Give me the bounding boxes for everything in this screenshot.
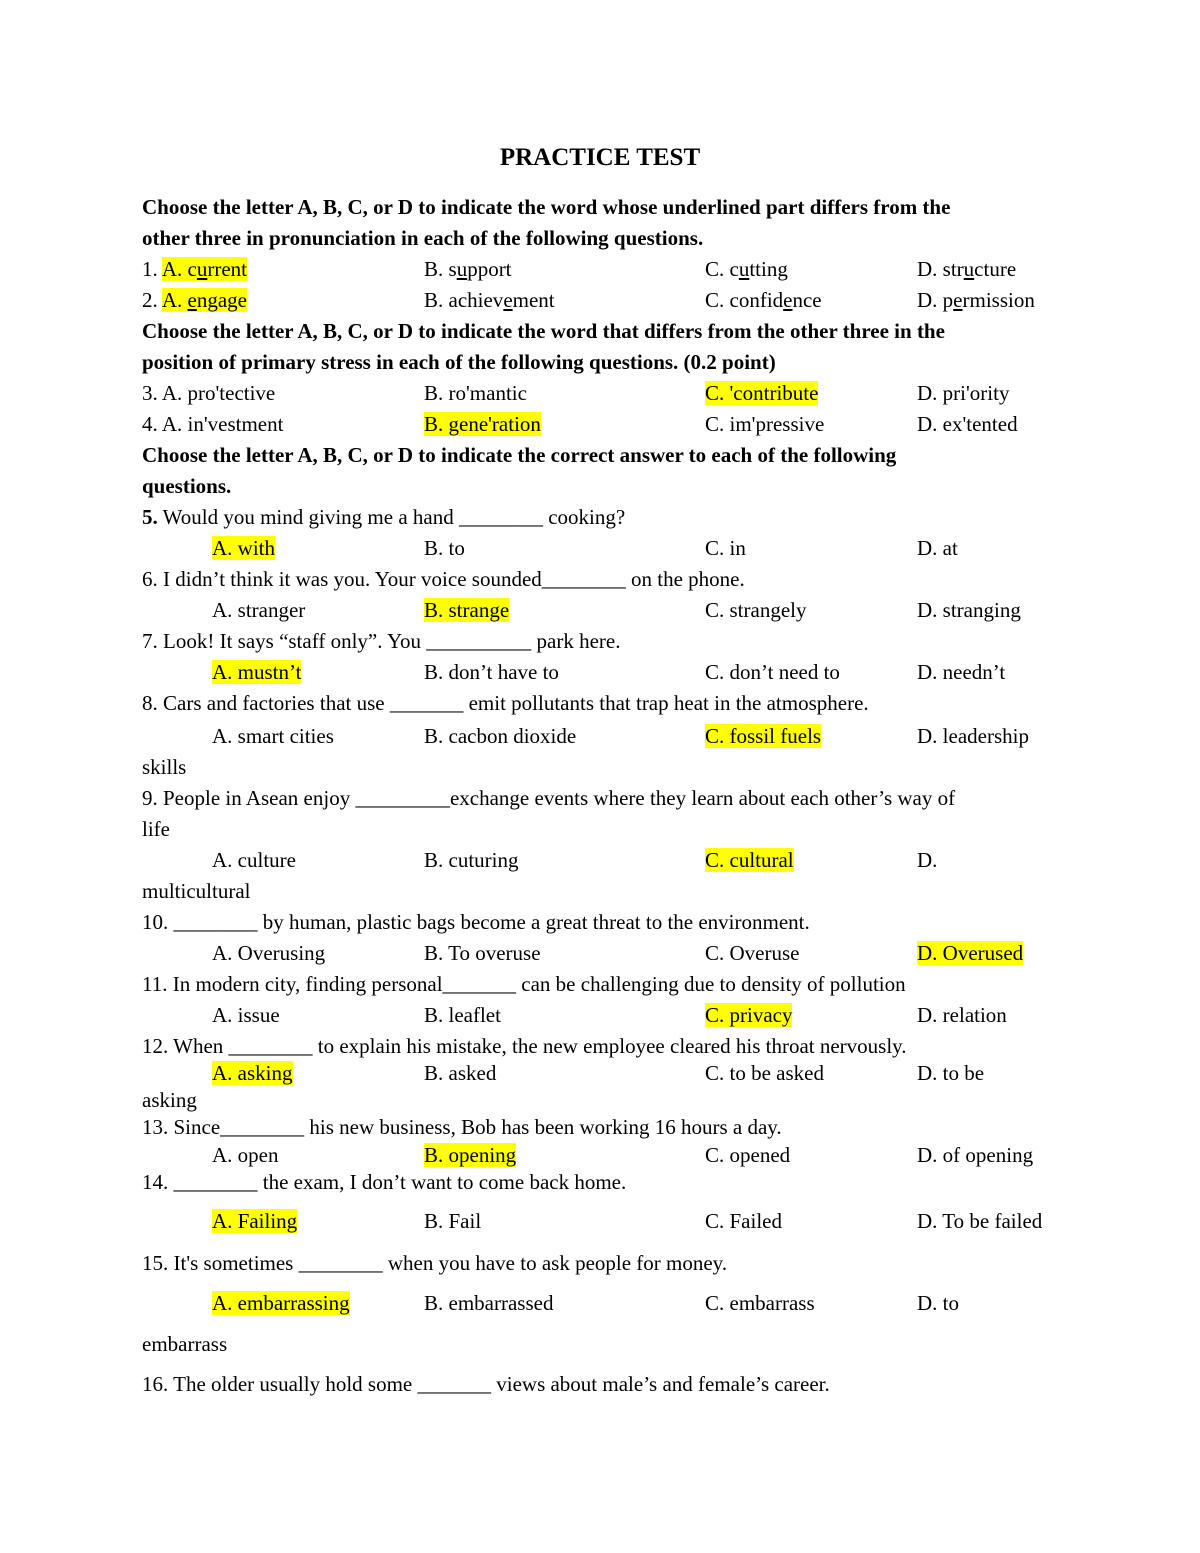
q12-option-d-wrap: asking bbox=[142, 1088, 197, 1112]
q14-option-d: D. To be failed bbox=[917, 1209, 1043, 1233]
q1-option-d bbox=[917, 255, 1016, 283]
q6-question: 6. I didn’t think it was you. Your voice sounded________ on the phone. bbox=[142, 567, 745, 591]
q1-number: 1. bbox=[142, 257, 162, 281]
q8-option-c bbox=[705, 722, 821, 750]
q15-option-b: B. embarrassed bbox=[424, 1291, 554, 1315]
q1-option-c bbox=[705, 255, 788, 283]
q7-option-d: D. needn’t bbox=[917, 660, 1006, 684]
q3-option-b: B. ro'mantic bbox=[424, 381, 527, 405]
instruction-answer-line2: questions. bbox=[142, 474, 232, 498]
instruction-pronunciation-line1: Choose the letter A, B, C, or D to indicate the word whose underlined part differs from the bbox=[142, 195, 951, 219]
instruction-pronunciation-line2: other three in pronunciation in each of the following questions. bbox=[142, 226, 704, 250]
q10-option-b: B. To overuse bbox=[424, 941, 541, 965]
q1-d-underlined: u bbox=[963, 257, 975, 281]
q2-a-underlined: e bbox=[187, 288, 197, 312]
q2-c-prefix: C. confid bbox=[705, 288, 784, 312]
q14-option-c: C. Failed bbox=[705, 1209, 782, 1233]
instruction-answer-line1: Choose the letter A, B, C, or D to indicate the correct answer to each of the following bbox=[142, 443, 897, 467]
q14-answer-highlight: A. Failing bbox=[212, 1209, 298, 1233]
q7-option-b: B. don’t have to bbox=[424, 660, 559, 684]
q4-option-b bbox=[424, 410, 541, 438]
q1-c-suffix: tting bbox=[749, 257, 788, 281]
q12-answer-highlight: A. asking bbox=[212, 1061, 293, 1085]
q11-option-a: A. issue bbox=[212, 1003, 280, 1027]
q12-option-c: C. to be asked bbox=[705, 1061, 824, 1085]
q10-option-d bbox=[917, 939, 1023, 967]
q2-d-underlined: e bbox=[953, 288, 963, 312]
q9-option-b: B. cuturing bbox=[424, 848, 519, 872]
q8-option-d: D. leadership bbox=[917, 724, 1029, 748]
q6-option-b bbox=[424, 596, 509, 624]
q9-question-wrap: life bbox=[142, 817, 170, 841]
q3-number: 3. bbox=[142, 381, 162, 405]
q1-option-b bbox=[424, 255, 512, 283]
q10-option-a: A. Overusing bbox=[212, 941, 326, 965]
q13-option-a: A. open bbox=[212, 1143, 279, 1167]
q14-option-a bbox=[212, 1207, 297, 1235]
q9-option-d: D. bbox=[917, 848, 938, 872]
q7-option-a bbox=[212, 658, 301, 686]
instruction-stress-line2: position of primary stress in each of the following questions. (0.2 point) bbox=[142, 350, 776, 374]
q2-option-b bbox=[424, 286, 555, 314]
q15-question: 15. It's sometimes ________ when you have to ask people for money. bbox=[142, 1251, 728, 1275]
q5-option-c: C. in bbox=[705, 536, 746, 560]
q1-answer-highlight bbox=[162, 257, 247, 281]
q1-a-prefix: A. c bbox=[161, 257, 197, 281]
q12-question: 12. When ________ to explain his mistake, the new employee cleared his throat nervously. bbox=[142, 1034, 907, 1058]
q6-answer-highlight: B. strange bbox=[424, 598, 510, 622]
q10-option-c: C. Overuse bbox=[705, 941, 800, 965]
q1-b-underlined: u bbox=[456, 257, 468, 281]
q10-question: 10. ________ by human, plastic bags become a great threat to the environment. bbox=[142, 910, 810, 934]
q6-option-c: C. strangely bbox=[705, 598, 807, 622]
q5-option-d: D. at bbox=[917, 536, 958, 560]
q15-option-d-wrap: embarrass bbox=[142, 1332, 228, 1356]
q2-a-suffix: ngage bbox=[196, 288, 247, 312]
q1-c-prefix: C. c bbox=[705, 257, 739, 281]
q11-answer-highlight: C. privacy bbox=[705, 1003, 793, 1027]
q12-option-b: B. asked bbox=[424, 1061, 497, 1085]
q2-d-suffix: rmission bbox=[962, 288, 1035, 312]
q9-option-c bbox=[705, 846, 794, 874]
q11-option-b: B. leaflet bbox=[424, 1003, 501, 1027]
q4-number: 4. bbox=[142, 412, 162, 436]
q14-question: 14. ________ the exam, I don’t want to come back home. bbox=[142, 1170, 627, 1194]
q5-option-a bbox=[212, 534, 275, 562]
q2-b-suffix: ment bbox=[512, 288, 555, 312]
q1-c-underlined: u bbox=[738, 257, 750, 281]
q15-option-a bbox=[212, 1289, 350, 1317]
q11-option-d: D. relation bbox=[917, 1003, 1007, 1027]
q2-b-underlined: e bbox=[503, 288, 513, 312]
q9-question: 9. People in Asean enjoy _________exchange events where they learn about each other’s way of bbox=[142, 786, 956, 810]
q15-option-d: D. to bbox=[917, 1291, 959, 1315]
q3-option-a bbox=[142, 379, 275, 407]
page-title: PRACTICE TEST bbox=[499, 144, 701, 171]
q2-c-underlined: e bbox=[783, 288, 793, 312]
q3-answer-highlight: C. 'contribute bbox=[705, 381, 819, 405]
q11-option-c bbox=[705, 1001, 792, 1029]
q13-answer-highlight: B. opening bbox=[424, 1143, 517, 1167]
q7-option-c: C. don’t need to bbox=[705, 660, 840, 684]
q13-option-b bbox=[424, 1141, 516, 1169]
q8-option-a: A. smart cities bbox=[212, 724, 334, 748]
q7-question: 7. Look! It says “staff only”. You __________ park here. bbox=[142, 629, 621, 653]
q2-option-a bbox=[142, 286, 247, 314]
q15-option-c: C. embarrass bbox=[705, 1291, 815, 1315]
q9-answer-highlight: C. cultural bbox=[705, 848, 794, 872]
q3-option-c bbox=[705, 379, 818, 407]
q1-a-suffix: rrent bbox=[207, 257, 247, 281]
q10-answer-highlight: D. Overused bbox=[917, 941, 1024, 965]
q14-option-b: B. Fail bbox=[424, 1209, 482, 1233]
q3-option-d: D. pri'ority bbox=[917, 381, 1010, 405]
q4-a-text: A. in'vestment bbox=[161, 412, 284, 436]
q13-option-c: C. opened bbox=[705, 1143, 791, 1167]
q2-answer-highlight bbox=[162, 288, 247, 312]
q12-option-a bbox=[212, 1059, 293, 1087]
q9-option-d-wrap: multicultural bbox=[142, 879, 251, 903]
q1-d-prefix: D. str bbox=[917, 257, 964, 281]
q13-question: 13. Since________ his new business, Bob has been working 16 hours a day. bbox=[142, 1115, 782, 1139]
q6-option-a: A. stranger bbox=[212, 598, 306, 622]
q2-d-prefix: D. p bbox=[917, 288, 954, 312]
q1-a-underlined: u bbox=[196, 257, 208, 281]
q1-b-prefix: B. s bbox=[424, 257, 457, 281]
q2-c-suffix: nce bbox=[792, 288, 822, 312]
q1-option-a bbox=[142, 255, 247, 283]
q4-option-d: D. ex'tented bbox=[917, 412, 1018, 436]
q5-number: 5. bbox=[142, 505, 158, 529]
q16-question: 16. The older usually hold some _______ views about male’s and female’s career. bbox=[142, 1372, 830, 1396]
q2-b-prefix: B. achiev bbox=[424, 288, 504, 312]
q1-d-suffix: cture bbox=[974, 257, 1017, 281]
q13-option-d: D. of opening bbox=[917, 1143, 1034, 1167]
q5-option-b: B. to bbox=[424, 536, 465, 560]
q8-answer-highlight: C. fossil fuels bbox=[705, 724, 822, 748]
q2-number: 2. bbox=[142, 288, 162, 312]
q2-a-prefix: A. bbox=[161, 288, 188, 312]
q15-answer-highlight: A. embarrassing bbox=[212, 1291, 350, 1315]
q4-answer-highlight: B. gene'ration bbox=[424, 412, 541, 436]
q2-option-c bbox=[705, 286, 822, 314]
q1-b-suffix: pport bbox=[467, 257, 512, 281]
q8-option-d-wrap: skills bbox=[142, 755, 187, 779]
q6-option-d: D. stranging bbox=[917, 598, 1021, 622]
q5-answer-highlight: A. with bbox=[212, 536, 275, 560]
instruction-stress-line1: Choose the letter A, B, C, or D to indicate the word that differs from the other three in the bbox=[142, 319, 945, 343]
q4-option-c: C. im'pressive bbox=[705, 412, 825, 436]
q12-option-d: D. to be bbox=[917, 1061, 985, 1085]
q9-option-a: A. culture bbox=[212, 848, 296, 872]
q11-question: 11. In modern city, finding personal_______ can be challenging due to density of pollution bbox=[142, 972, 906, 996]
q3-a-text: A. pro'tective bbox=[161, 381, 276, 405]
q2-option-d bbox=[917, 286, 1035, 314]
q8-question: 8. Cars and factories that use _______ emit pollutants that trap heat in the atmosphere. bbox=[142, 691, 869, 715]
q8-option-b: B. cacbon dioxide bbox=[424, 724, 577, 748]
q4-option-a bbox=[142, 410, 283, 438]
q5-question bbox=[142, 503, 625, 531]
q5-text: Would you mind giving me a hand ________ cooking? bbox=[157, 505, 626, 529]
q7-answer-highlight: A. mustn’t bbox=[212, 660, 302, 684]
